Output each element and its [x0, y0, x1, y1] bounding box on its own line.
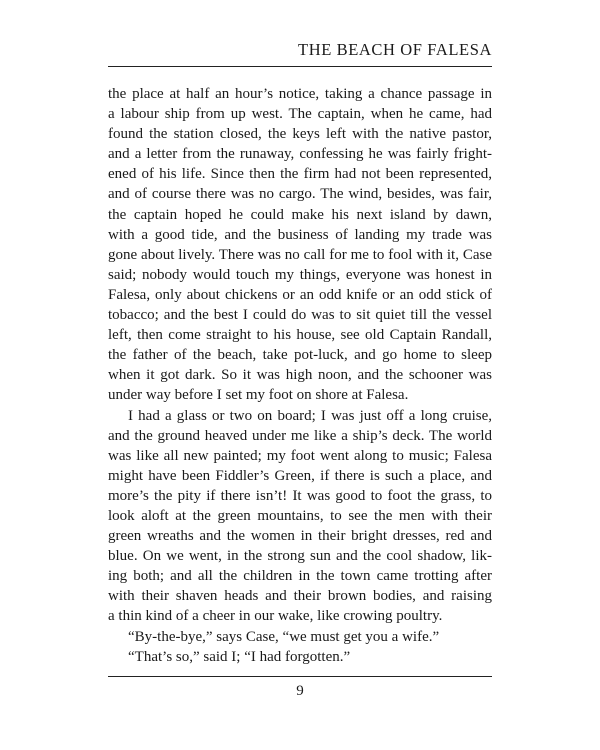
text-line: look aloft at the green mountains, to see the men with their: [108, 507, 492, 524]
text-line: the captain hoped he could make his next island by dawn,: [108, 206, 492, 223]
text-line: ing both; and all the children in the town came trotting after: [108, 568, 492, 585]
text-line: and of course there was no cargo. The wind, besides, was fair,: [108, 186, 492, 203]
text-line: and the ground heaved under me like a ship’s deck. The world: [108, 427, 492, 444]
paragraph-first-line: I had a glass or two on board; I was just off a long cruise,: [128, 407, 492, 424]
text-line: more’s the pity if there isn’t! It was good to foot the grass, to: [108, 487, 492, 504]
text-line: tobacco; and the best I could do was to sit quiet till the vessel: [108, 307, 492, 324]
text-line: the father of the beach, take pot-luck, and go home to sleep: [108, 347, 492, 364]
text-line: might have been Fiddler’s Green, if there is such a place, and: [108, 467, 492, 484]
text-line: with a good tide, and the business of landing my trade was: [108, 226, 492, 243]
text-line: the place at half an hour’s notice, taking a chance passage in: [108, 86, 492, 102]
header-rule: [108, 66, 492, 67]
text-line: blue. On we went, in the strong sun and the cool shadow, lik-: [108, 548, 492, 565]
text-line: under way before I set my foot on shore at Falesa.: [108, 387, 409, 404]
text-line: gone about lively. There was no call for me to fool with it, Case: [108, 246, 492, 263]
text-line: left, then come straight to his house, see old Captain Randall,: [108, 327, 492, 344]
dialogue-line: “That’s so,” said I; “I had forgotten.”: [128, 648, 351, 665]
text-line: found the station closed, the keys left with the native pastor,: [108, 126, 492, 143]
text-line: with their shaven heads and their brown bodies, and raising: [108, 588, 492, 605]
text-line: when it got dark. So it was high noon, and the schooner was: [108, 367, 492, 384]
page-body-text: [108, 84, 492, 667]
page-number: 9: [296, 683, 304, 699]
footer-rule: [108, 676, 492, 677]
text-line: a labour ship from up west. The captain, when he came, had: [108, 106, 492, 123]
dialogue-line: “By-the-bye,” says Case, “we must get you a wife.”: [128, 628, 440, 645]
text-line: Falesa, only about chickens or an odd knife or an odd stick of: [108, 286, 492, 303]
running-head: THE BEACH OF FALESA: [298, 40, 492, 59]
text-line: said; nobody would touch my things, everyone was honest in: [108, 266, 492, 283]
text-line: ened of his life. Since then the firm had not been represented,: [108, 166, 492, 183]
text-line: and a letter from the runaway, confessing he was fairly fright-: [108, 146, 492, 163]
text-line: a thin kind of a cheer in our wake, like crowing poultry.: [108, 608, 443, 625]
text-line: was like all new painted; my foot went along to music; Falesa: [108, 447, 492, 464]
text-line: green wreaths and the women in their bright dresses, red and: [108, 528, 492, 545]
